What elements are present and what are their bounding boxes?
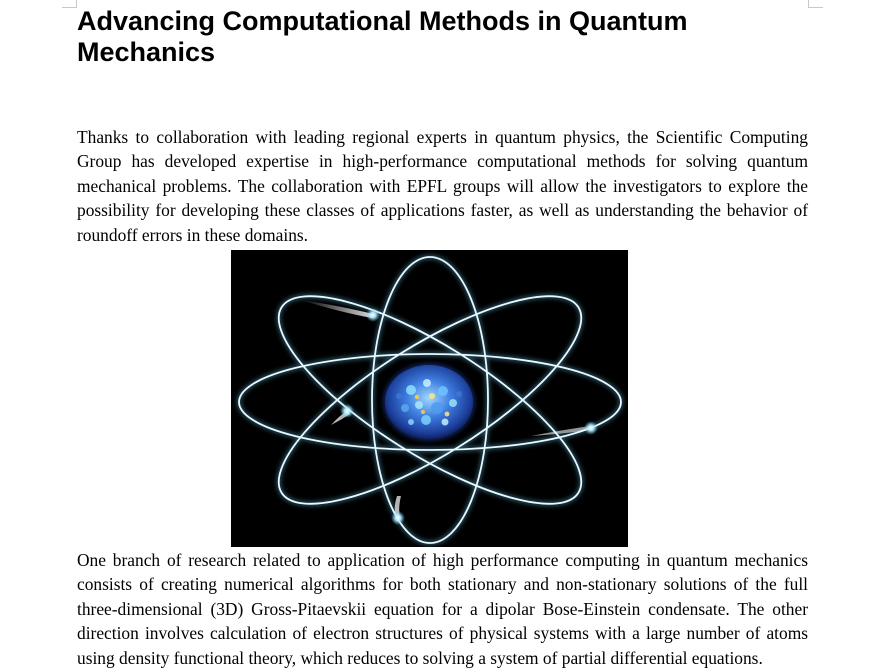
atom-figure: [231, 250, 628, 547]
page-corner-mark-left: [62, 0, 77, 8]
document-title: Advancing Computational Methods in Quantum Mechanics: [77, 6, 688, 67]
paragraph-research: One branch of research related to application of high performance computing in quantum mechanics consists of creating numerical algorithms for both stationary and non-stationary solutions of the full three-dimensional (3D) Gross-Pitaevskii equation for a dipolar Bose-Einstein condensate. The other direction involves calculation of electron structures of physical systems with a large number of atoms using density functional theory, which reduces to solving a system of partial differential equations.: [77, 550, 808, 668]
atom-illustration-icon: [231, 250, 628, 547]
paragraph-intro: Thanks to collaboration with leading regional experts in quantum physics, the Scientific Computing Group has developed expertise in high-performance computational methods for solving quantum mechanical problems. The collaboration with EPFL groups will allow the investigators to explore the possibility for developing these classes of applications faster, as well as understanding the behavior of roundoff errors in these domains.: [77, 127, 808, 245]
page-corner-mark-right: [808, 0, 823, 8]
